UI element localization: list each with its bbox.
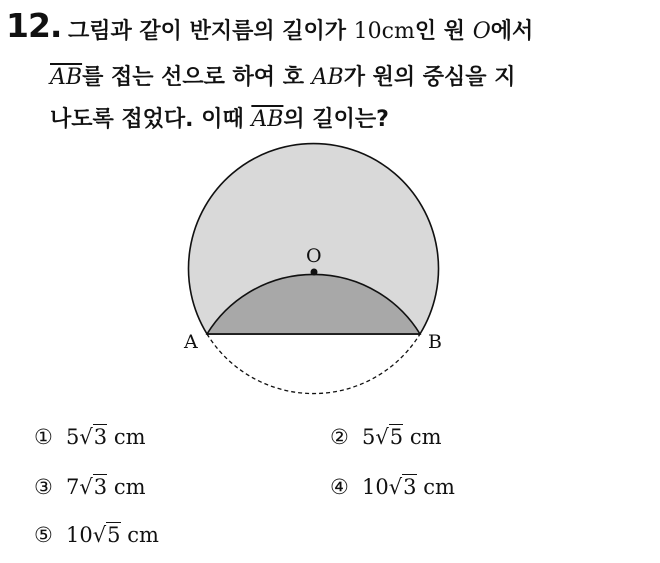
choice-radicand: 3 [403,475,417,499]
question-text-2a: 를 접는 선으로 하여 호 [82,65,312,90]
choice-unit: cm [113,425,146,449]
radius-value: 10 [353,19,382,44]
choice-radicand: 5 [389,425,404,449]
choice-number: ③ [34,475,53,499]
choice-5[interactable] [34,523,159,547]
question-text-1a: 그림과 같이 반지름의 길이가 [68,19,354,44]
choice-1[interactable] [34,425,146,449]
sqrt-symbol: √3 [388,475,417,499]
arc-symbol: AB [311,65,344,90]
choice-unit: cm [113,475,146,499]
choice-radicand: 3 [93,425,108,449]
original-arc-dashed [207,334,420,394]
sqrt-symbol: √3 [79,425,108,449]
radius-unit: cm [381,19,415,44]
question-text-1b: 인 원 [414,19,473,44]
question-number: 12. [6,6,62,45]
choice-4[interactable] [330,475,455,499]
choice-unit: cm [423,475,455,499]
choice-coefficient: 5 [362,425,376,449]
label-o: O [306,245,322,267]
choice-number: ① [34,425,53,449]
choice-number: ② [330,425,349,449]
question-text-2b: 가 원의 중심을 지 [343,65,516,90]
choice-coefficient: 10 [66,523,93,547]
sqrt-symbol: √5 [92,523,121,547]
choice-coefficient: 10 [362,475,389,499]
choice-unit: cm [409,425,442,449]
question-text-3b: 의 길이는? [283,107,389,132]
choice-radicand: 5 [107,523,121,547]
choice-2[interactable] [330,425,442,449]
question-text-1c: 에서 [490,19,534,44]
label-a: A [184,331,198,353]
choice-unit: cm [127,523,159,547]
sqrt-symbol: √5 [375,425,404,449]
choice-3[interactable] [34,475,146,499]
center-point [311,269,318,276]
choice-coefficient: 7 [66,475,80,499]
center-symbol: O [472,19,491,44]
choice-radicand: 3 [93,475,108,499]
chord-symbol-2: $\overline{AB}$ [251,107,284,132]
chord-symbol: $\overline{AB}$ [50,65,83,90]
choice-coefficient: 5 [66,425,80,449]
sqrt-symbol: √3 [79,475,108,499]
choice-number: ⑤ [34,523,53,547]
choice-number: ④ [330,475,349,499]
label-b: B [428,331,442,353]
question-text-3a: 나도록 접었다. 이때 [50,107,252,132]
